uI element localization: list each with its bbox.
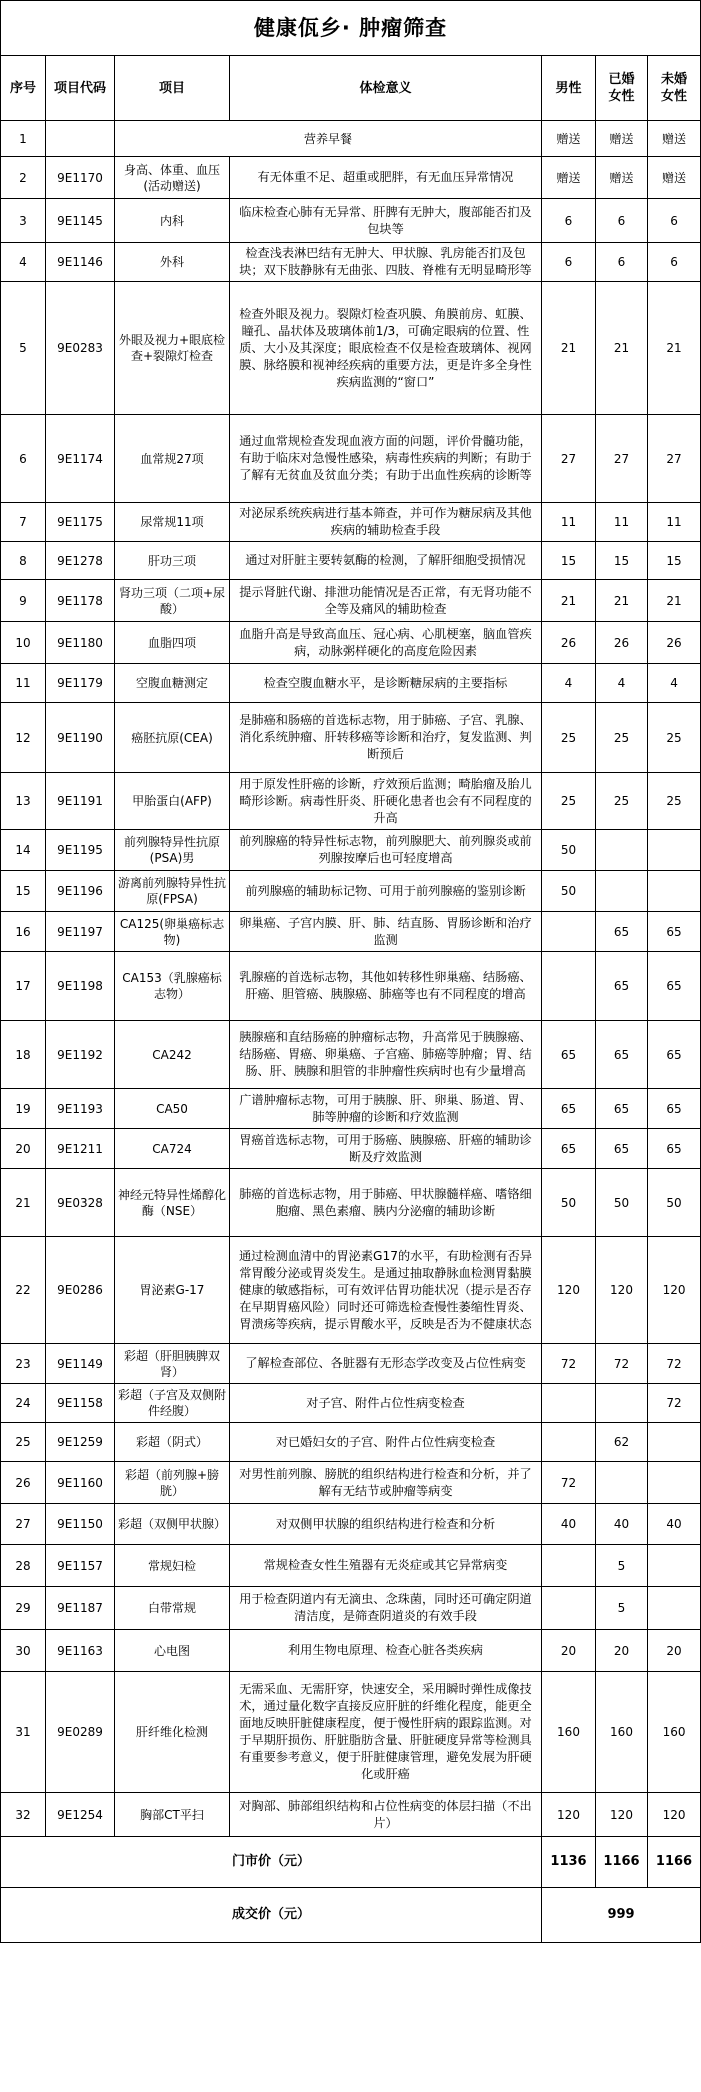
table-row (1, 1672, 701, 1793)
price-married-female: 5 (596, 1587, 648, 1630)
item-meaning: 利用生物电原理、检查心脏各类疾病 (230, 1630, 542, 1672)
item-name: 彩超（肝胆胰脾双肾） (115, 1344, 230, 1384)
price-unmarried-female: 120 (648, 1237, 701, 1344)
row-number: 14 (1, 830, 46, 871)
item-name: 内科 (115, 199, 230, 243)
row-number: 31 (1, 1672, 46, 1793)
item-code: 9E1190 (46, 703, 115, 773)
item-name: 胃泌素G-17 (115, 1237, 230, 1344)
item-meaning: 前列腺癌的特异性标志物，前列腺肥大、前列腺炎或前列腺按摩后也可轻度增高 (230, 830, 542, 871)
header-code: 项目代码 (46, 56, 115, 121)
row-number: 19 (1, 1089, 46, 1129)
table-row (1, 1423, 701, 1462)
price-male: 26 (542, 622, 596, 664)
item-name: 胸部CT平扫 (115, 1793, 230, 1837)
price-unmarried-female: 120 (648, 1793, 701, 1837)
row-number: 28 (1, 1545, 46, 1587)
table-row (1, 1630, 701, 1672)
item-code: 9E1259 (46, 1423, 115, 1462)
table-row (1, 871, 701, 912)
price-unmarried-female: 27 (648, 415, 701, 503)
price-unmarried-female: 6 (648, 199, 701, 243)
table-row (1, 1169, 701, 1237)
price-male: 65 (542, 1021, 596, 1089)
price-unmarried-female (648, 1587, 701, 1630)
item-code: 9E1163 (46, 1630, 115, 1672)
table-row (1, 1129, 701, 1169)
price-male: 赠送 (542, 121, 596, 157)
price-married-female: 40 (596, 1504, 648, 1545)
item-code: 9E1198 (46, 952, 115, 1021)
item-meaning: 通过对肝脏主要转氨酶的检测，了解肝细胞受损情况 (230, 542, 542, 580)
row-number: 2 (1, 157, 46, 199)
price-married-female: 27 (596, 415, 648, 503)
item-code: 9E1254 (46, 1793, 115, 1837)
item-code: 9E0286 (46, 1237, 115, 1344)
row-number: 32 (1, 1793, 46, 1837)
table-row (1, 121, 701, 157)
item-meaning: 常规检查女性生殖器有无炎症或其它异常病变 (230, 1545, 542, 1587)
item-meaning: 乳腺癌的首选标志物，其他如转移性卵巢癌、结肠癌、肝癌、胆管癌、胰腺癌、肺癌等也有不同程度的增高 (230, 952, 542, 1021)
table-row (1, 1462, 701, 1504)
item-code: 9E1160 (46, 1462, 115, 1504)
price-unmarried-female: 65 (648, 1089, 701, 1129)
price-male: 6 (542, 199, 596, 243)
price-married-female (596, 871, 648, 912)
price-married-female: 65 (596, 912, 648, 952)
table-row (1, 157, 701, 199)
item-meaning: 营养早餐 (115, 121, 542, 157)
item-meaning: 有无体重不足、超重或肥胖，有无血压异常情况 (230, 157, 542, 199)
price-unmarried-female: 65 (648, 912, 701, 952)
item-meaning: 检查浅表淋巴结有无肿大、甲状腺、乳房能否扪及包块；双下肢静脉有无曲张、四肢、脊椎有无明显畸形等 (230, 243, 542, 282)
item-name: 彩超（双侧甲状腺） (115, 1504, 230, 1545)
item-meaning: 对双侧甲状腺的组织结构进行检查和分析 (230, 1504, 542, 1545)
item-name: 空腹血糖测定 (115, 664, 230, 703)
item-meaning: 是肺癌和肠癌的首选标志物，用于肺癌、子宫、乳腺、消化系统肿瘤、肝转移癌等诊断和治疗，复发监测、判断预后 (230, 703, 542, 773)
table-row (1, 1504, 701, 1545)
item-name: CA242 (115, 1021, 230, 1089)
item-code: 9E1145 (46, 199, 115, 243)
item-name: 肝功三项 (115, 542, 230, 580)
market-price-married-female: 1166 (596, 1837, 648, 1888)
price-male: 120 (542, 1237, 596, 1344)
price-male: 15 (542, 542, 596, 580)
price-unmarried-female: 4 (648, 664, 701, 703)
table-row (1, 282, 701, 415)
row-number: 22 (1, 1237, 46, 1344)
item-code: 9E1195 (46, 830, 115, 871)
table-row (1, 703, 701, 773)
price-married-female (596, 1462, 648, 1504)
price-married-female: 21 (596, 282, 648, 415)
item-name: 彩超（前列腺+膀胱） (115, 1462, 230, 1504)
price-married-female: 120 (596, 1237, 648, 1344)
price-male (542, 1423, 596, 1462)
table-row (1, 243, 701, 282)
price-married-female: 6 (596, 199, 648, 243)
price-unmarried-female: 72 (648, 1384, 701, 1423)
item-meaning: 检查外眼及视力。裂隙灯检查巩膜、角膜前房、虹膜、瞳孔、晶状体及玻璃体前1/3，可确定眼病的位置、性质、大小及其深度；眼底检查不仅是检查玻璃体、视网膜、脉络膜和视神经疾病的重要方法，更是许多全身性疾病监测的“窗口” (230, 282, 542, 415)
price-unmarried-female: 50 (648, 1169, 701, 1237)
item-meaning: 对男性前列腺、膀胱的组织结构进行检查和分析，并了解有无结节或肿瘤等病变 (230, 1462, 542, 1504)
price-male: 50 (542, 1169, 596, 1237)
header-male: 男性 (542, 56, 596, 121)
row-number: 26 (1, 1462, 46, 1504)
price-male (542, 912, 596, 952)
table-row (1, 1793, 701, 1837)
price-male: 20 (542, 1630, 596, 1672)
table-row (1, 542, 701, 580)
price-unmarried-female: 21 (648, 282, 701, 415)
item-name: CA724 (115, 1129, 230, 1169)
price-unmarried-female: 160 (648, 1672, 701, 1793)
header-row (1, 56, 701, 121)
price-unmarried-female (648, 830, 701, 871)
item-code: 9E1170 (46, 157, 115, 199)
price-unmarried-female: 72 (648, 1344, 701, 1384)
item-code: 9E0283 (46, 282, 115, 415)
price-unmarried-female: 20 (648, 1630, 701, 1672)
table-row (1, 622, 701, 664)
item-name: 血常规27项 (115, 415, 230, 503)
price-male: 72 (542, 1344, 596, 1384)
table-row (1, 830, 701, 871)
item-meaning: 无需采血、无需肝穿，快速安全，采用瞬时弹性成像技术，通过量化数字直接反应肝脏的纤维化程度，能更全面地反映肝脏健康程度，便于慢性肝病的跟踪监测。对于早期肝损伤、肝脏脂肪含量、肝脏硬度异常等检测具有重要参考意义，便于肝脏健康管理，避免发展为肝硬化或肝癌 (230, 1672, 542, 1793)
table-row (1, 503, 701, 542)
price-unmarried-female: 赠送 (648, 121, 701, 157)
item-meaning: 通过血常规检查发现血液方面的问题，评价骨髓功能，有助于临床对急慢性感染，病毒性疾病的判断；有助于了解有无贫血及贫血分类；有助于出血性疾病的诊断等 (230, 415, 542, 503)
item-name: 血脂四项 (115, 622, 230, 664)
row-number: 17 (1, 952, 46, 1021)
price-unmarried-female: 21 (648, 580, 701, 622)
item-name: 甲胎蛋白(AFP) (115, 773, 230, 830)
price-male: 50 (542, 830, 596, 871)
row-number: 11 (1, 664, 46, 703)
price-male: 65 (542, 1089, 596, 1129)
item-name: CA125(卵巢癌标志物) (115, 912, 230, 952)
price-male: 6 (542, 243, 596, 282)
item-code: 9E1178 (46, 580, 115, 622)
row-number: 23 (1, 1344, 46, 1384)
table-row (1, 1344, 701, 1384)
item-name: 彩超（子宫及双侧附件经腹） (115, 1384, 230, 1423)
item-meaning: 血脂升高是导致高血压、冠心病、心肌梗塞，脑血管疾病，动脉粥样硬化的高度危险因素 (230, 622, 542, 664)
market-price-label: 门市价（元） (1, 1837, 542, 1888)
row-number: 1 (1, 121, 46, 157)
price-married-female: 赠送 (596, 157, 648, 199)
item-meaning: 通过检测血清中的胃泌素G17的水平，有助检测有否异常胃酸分泌或胃炎发生。是通过抽取静脉血检测胃黏膜健康的敏感指标，可有效评估胃功能状况（提示是否存在早期胃癌风险）同时还可筛选检查慢性萎缩性胃炎、胃溃疡等疾病，提示胃酸水平，反映是否为不健康状态 (230, 1237, 542, 1344)
row-number: 6 (1, 415, 46, 503)
table-row (1, 415, 701, 503)
price-married-female (596, 830, 648, 871)
price-male (542, 1587, 596, 1630)
item-meaning: 肺癌的首选标志物，用于肺癌、甲状腺髓样癌、嗜铬细胞瘤、黑色素瘤、胰内分泌瘤的辅助诊断 (230, 1169, 542, 1237)
table-row (1, 1384, 701, 1423)
table-row (1, 1021, 701, 1089)
row-number: 30 (1, 1630, 46, 1672)
item-code: 9E1196 (46, 871, 115, 912)
item-code: 9E1278 (46, 542, 115, 580)
item-name: 尿常规11项 (115, 503, 230, 542)
item-meaning: 卵巢癌、子宫内膜、肝、肺、结直肠、胃肠诊断和治疗监测 (230, 912, 542, 952)
item-meaning: 广谱肿瘤标志物，可用于胰腺、肝、卵巢、肠道、胃、肺等肿瘤的诊断和疗效监测 (230, 1089, 542, 1129)
table-row (1, 1587, 701, 1630)
item-code: 9E1179 (46, 664, 115, 703)
deal-price-label: 成交价（元） (1, 1888, 542, 1943)
row-number: 24 (1, 1384, 46, 1423)
price-unmarried-female: 11 (648, 503, 701, 542)
price-male: 65 (542, 1129, 596, 1169)
price-married-female: 25 (596, 703, 648, 773)
item-code: 9E1174 (46, 415, 115, 503)
item-meaning: 用于原发性肝癌的诊断，疗效预后监测；畸胎瘤及胎儿畸形诊断。病毒性肝炎、肝硬化患者也会有不同程度的升高 (230, 773, 542, 830)
price-married-female: 65 (596, 1089, 648, 1129)
item-code: 9E1175 (46, 503, 115, 542)
table-row (1, 1237, 701, 1344)
item-meaning: 临床检查心肺有无异常、肝脾有无肿大，腹部能否扪及包块等 (230, 199, 542, 243)
price-married-female: 15 (596, 542, 648, 580)
price-married-female: 4 (596, 664, 648, 703)
item-meaning: 了解检查部位、各脏器有无形态学改变及占位性病变 (230, 1344, 542, 1384)
item-name: 肝纤维化检测 (115, 1672, 230, 1793)
price-married-female: 65 (596, 1021, 648, 1089)
price-married-female: 21 (596, 580, 648, 622)
price-married-female: 20 (596, 1630, 648, 1672)
header-item: 项目 (115, 56, 230, 121)
item-code: 9E1191 (46, 773, 115, 830)
item-meaning: 用于检查阴道内有无滴虫、念珠菌，同时还可确定阴道清洁度，是筛查阴道炎的有效手段 (230, 1587, 542, 1630)
price-male (542, 1545, 596, 1587)
price-married-female (596, 1384, 648, 1423)
price-male: 21 (542, 580, 596, 622)
price-unmarried-female: 25 (648, 703, 701, 773)
row-number: 15 (1, 871, 46, 912)
price-unmarried-female: 40 (648, 1504, 701, 1545)
price-married-female: 5 (596, 1545, 648, 1587)
price-male: 赠送 (542, 157, 596, 199)
item-name: 身高、体重、血压(活动赠送) (115, 157, 230, 199)
price-male (542, 1384, 596, 1423)
price-unmarried-female: 6 (648, 243, 701, 282)
row-number: 8 (1, 542, 46, 580)
price-male: 25 (542, 703, 596, 773)
item-meaning: 前列腺癌的辅助标记物、可用于前列腺癌的鉴别诊断 (230, 871, 542, 912)
price-unmarried-female: 65 (648, 1129, 701, 1169)
item-meaning: 对已婚妇女的子宫、附件占位性病变检查 (230, 1423, 542, 1462)
item-name: 白带常规 (115, 1587, 230, 1630)
header-no: 序号 (1, 56, 46, 121)
item-name: CA50 (115, 1089, 230, 1129)
price-married-female: 6 (596, 243, 648, 282)
table-row (1, 952, 701, 1021)
price-unmarried-female (648, 871, 701, 912)
table-row (1, 580, 701, 622)
price-married-female: 120 (596, 1793, 648, 1837)
item-name: 常规妇检 (115, 1545, 230, 1587)
item-code: 9E1192 (46, 1021, 115, 1089)
price-unmarried-female: 15 (648, 542, 701, 580)
deal-price-value: 999 (542, 1888, 701, 1943)
header-married-female: 已婚 女性 (596, 56, 648, 121)
price-male: 72 (542, 1462, 596, 1504)
price-male: 40 (542, 1504, 596, 1545)
item-meaning: 对胸部、肺部组织结构和占位性病变的体层扫描（不出片） (230, 1793, 542, 1837)
row-number: 12 (1, 703, 46, 773)
item-name: 癌胚抗原(CEA) (115, 703, 230, 773)
price-married-female: 65 (596, 952, 648, 1021)
deal-price-row (1, 1888, 701, 1943)
item-name: 外眼及视力+眼底检查+裂隙灯检查 (115, 282, 230, 415)
price-married-female: 72 (596, 1344, 648, 1384)
price-married-female: 65 (596, 1129, 648, 1169)
price-unmarried-female (648, 1545, 701, 1587)
price-married-female: 25 (596, 773, 648, 830)
price-male: 120 (542, 1793, 596, 1837)
table-row (1, 773, 701, 830)
row-number: 27 (1, 1504, 46, 1545)
price-married-female: 赠送 (596, 121, 648, 157)
row-number: 4 (1, 243, 46, 282)
price-male: 21 (542, 282, 596, 415)
price-married-female: 62 (596, 1423, 648, 1462)
price-male: 27 (542, 415, 596, 503)
row-number: 5 (1, 282, 46, 415)
item-name: 心电图 (115, 1630, 230, 1672)
item-meaning: 对子宫、附件占位性病变检查 (230, 1384, 542, 1423)
price-male: 160 (542, 1672, 596, 1793)
row-number: 20 (1, 1129, 46, 1169)
price-unmarried-female: 赠送 (648, 157, 701, 199)
item-meaning: 提示肾脏代谢、排泄功能情况是否正常，有无肾功能不全等及痛风的辅助检查 (230, 580, 542, 622)
price-married-female: 50 (596, 1169, 648, 1237)
item-code: 9E1146 (46, 243, 115, 282)
item-name: CA153（乳腺癌标志物） (115, 952, 230, 1021)
price-male: 4 (542, 664, 596, 703)
item-meaning: 对泌尿系统疾病进行基本筛查，并可作为糖尿病及其他疾病的辅助检查手段 (230, 503, 542, 542)
market-price-row (1, 1837, 701, 1888)
table-row (1, 912, 701, 952)
row-number: 25 (1, 1423, 46, 1462)
price-unmarried-female: 65 (648, 952, 701, 1021)
item-code: 9E1158 (46, 1384, 115, 1423)
price-male (542, 952, 596, 1021)
item-code: 9E1150 (46, 1504, 115, 1545)
item-name: 前列腺特异性抗原(PSA)男 (115, 830, 230, 871)
price-unmarried-female: 25 (648, 773, 701, 830)
item-meaning: 检查空腹血糖水平，是诊断糖尿病的主要指标 (230, 664, 542, 703)
price-unmarried-female: 65 (648, 1021, 701, 1089)
item-code: 9E1149 (46, 1344, 115, 1384)
item-meaning: 胃癌首选标志物，可用于肠癌、胰腺癌、肝癌的辅助诊断及疗效监测 (230, 1129, 542, 1169)
row-number: 18 (1, 1021, 46, 1089)
page-title: 健康佤乡· 肿瘤筛查 (1, 1, 701, 56)
table-row (1, 664, 701, 703)
row-number: 21 (1, 1169, 46, 1237)
price-married-female: 11 (596, 503, 648, 542)
row-number: 10 (1, 622, 46, 664)
item-name: 肾功三项（二项+尿酸） (115, 580, 230, 622)
row-number: 9 (1, 580, 46, 622)
item-code: 9E1197 (46, 912, 115, 952)
item-code (46, 121, 115, 157)
header-unmarried-female: 未婚 女性 (648, 56, 701, 121)
market-price-male: 1136 (542, 1837, 596, 1888)
price-married-female: 160 (596, 1672, 648, 1793)
item-meaning: 胰腺癌和直结肠癌的肿瘤标志物，升高常见于胰腺癌、结肠癌、胃癌、卵巢癌、子宫癌、肺癌等肿瘤；胃、结肠、肝、胰腺和胆管的非肿瘤性疾病时也有少量增高 (230, 1021, 542, 1089)
item-code: 9E1157 (46, 1545, 115, 1587)
row-number: 3 (1, 199, 46, 243)
price-male: 25 (542, 773, 596, 830)
item-code: 9E1187 (46, 1587, 115, 1630)
table-row (1, 1545, 701, 1587)
item-code: 9E1211 (46, 1129, 115, 1169)
header-meaning: 体检意义 (230, 56, 542, 121)
price-unmarried-female (648, 1462, 701, 1504)
item-code: 9E1180 (46, 622, 115, 664)
row-number: 13 (1, 773, 46, 830)
item-name: 外科 (115, 243, 230, 282)
item-code: 9E0289 (46, 1672, 115, 1793)
price-unmarried-female (648, 1423, 701, 1462)
item-code: 9E1193 (46, 1089, 115, 1129)
price-male: 11 (542, 503, 596, 542)
price-married-female: 26 (596, 622, 648, 664)
table-row (1, 1089, 701, 1129)
item-name: 游离前列腺特异性抗原(FPSA) (115, 871, 230, 912)
item-name: 彩超（阴式） (115, 1423, 230, 1462)
row-number: 16 (1, 912, 46, 952)
item-code: 9E0328 (46, 1169, 115, 1237)
price-unmarried-female: 26 (648, 622, 701, 664)
item-name: 神经元特异性烯醇化酶（NSE） (115, 1169, 230, 1237)
market-price-unmarried-female: 1166 (648, 1837, 701, 1888)
row-number: 29 (1, 1587, 46, 1630)
price-male: 50 (542, 871, 596, 912)
row-number: 7 (1, 503, 46, 542)
table-row (1, 199, 701, 243)
